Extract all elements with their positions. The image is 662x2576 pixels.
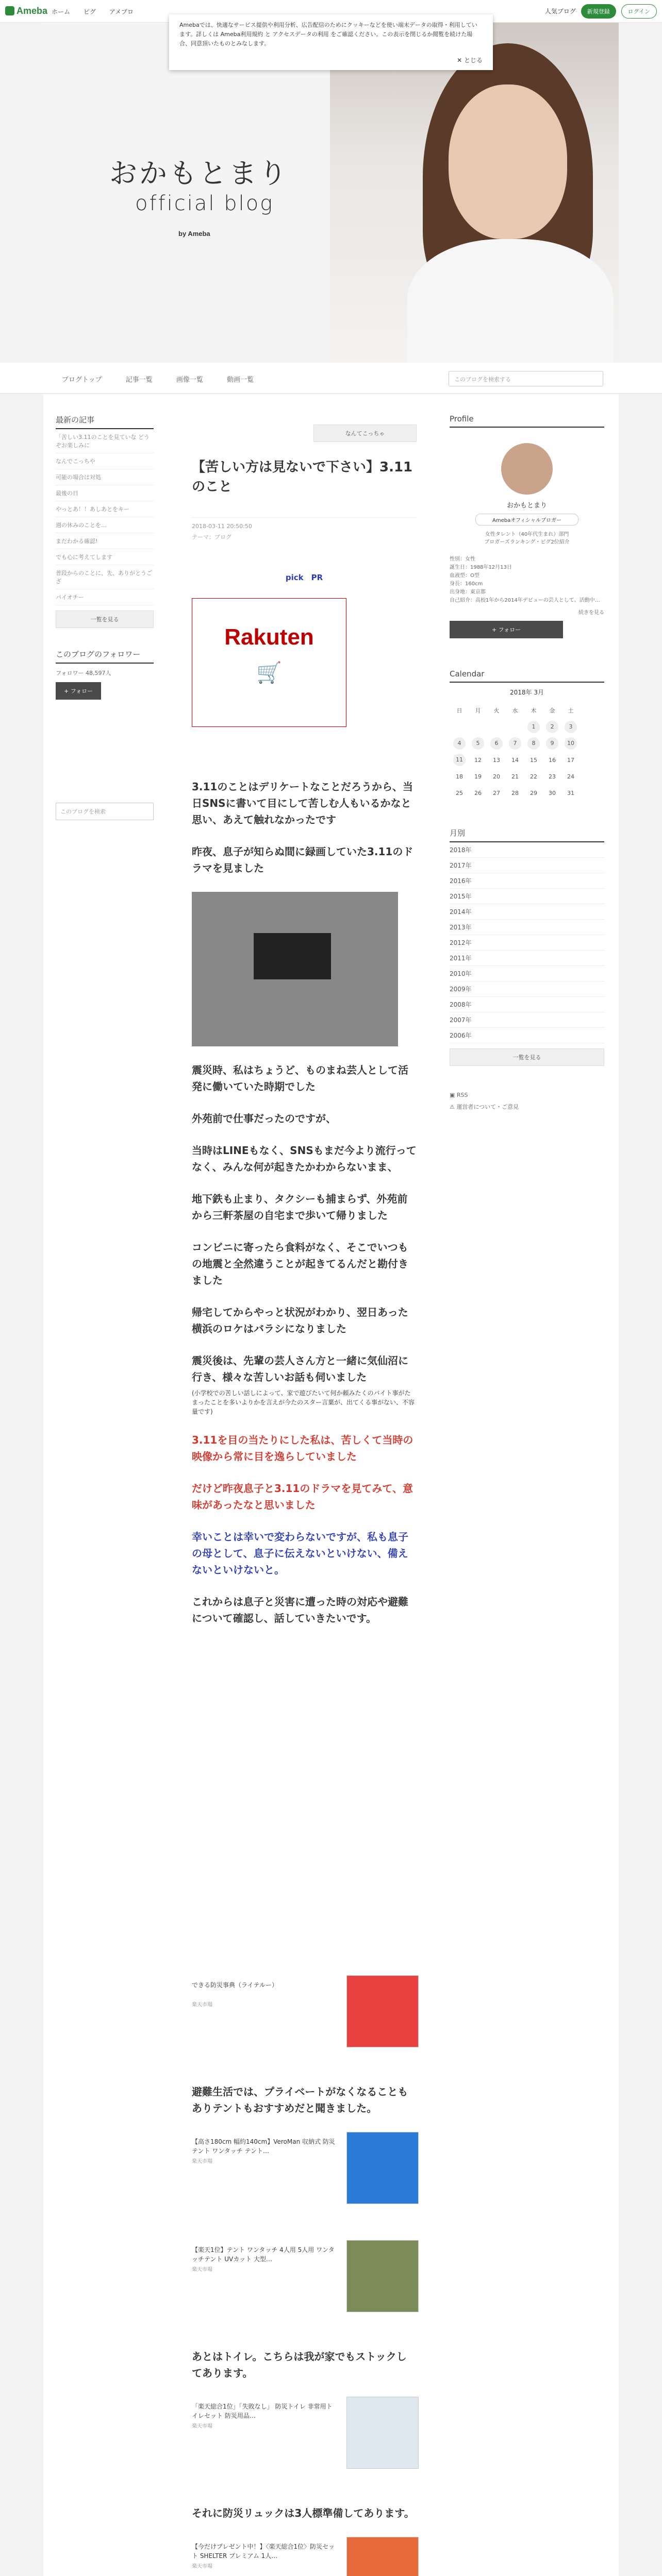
archive-year[interactable]: 2015年 <box>450 889 604 904</box>
archive-year[interactable]: 2009年 <box>450 981 604 997</box>
archive-more-button[interactable]: 一覧を見る <box>450 1048 604 1066</box>
archive-year[interactable]: 2016年 <box>450 873 604 889</box>
blog-search-input[interactable]: このブログを検索する <box>449 371 603 386</box>
archive-year[interactable]: 2007年 <box>450 1012 604 1028</box>
archive-year[interactable]: 2018年 <box>450 842 604 858</box>
header-photo <box>330 23 619 363</box>
para-blue: 幸いことは幸いで変わらないですが、私も息子の母として、息子に伝えないといけない、備えないといけないと。 <box>192 1531 408 1576</box>
nav-pigg[interactable]: ピグ <box>83 8 96 15</box>
product-item[interactable]: できる防災事典（ライテルー） 楽天市場 <box>192 1975 417 2058</box>
menu-images[interactable]: 画像一覧 <box>176 376 203 384</box>
article <box>192 419 417 1642</box>
next-entry-button[interactable]: なんてこっちゃ <box>313 425 417 442</box>
left-sidebar <box>56 414 154 820</box>
para: 当時はLINEもなく、SNSもまだ今より流行ってなく、みんな何が起きたかわからないまま、 <box>192 1144 417 1173</box>
recent-item[interactable]: 可能の場合は対処 <box>56 469 154 485</box>
archive-year[interactable]: 2014年 <box>450 904 604 920</box>
para: これからは息子と災害に遭った時の対応や避難について確認し、話していきたいです。 <box>192 1596 408 1624</box>
blog-subtitle: official blog <box>135 192 274 215</box>
profile-more-link[interactable]: 続きを見る <box>578 610 604 616</box>
menu-blog-top[interactable]: ブログトップ <box>62 376 102 384</box>
profile-title: Profile <box>450 414 604 428</box>
archive-year[interactable]: 2008年 <box>450 997 604 1012</box>
cookie-notice <box>169 14 493 70</box>
recent-item[interactable]: なんでこっちや <box>56 453 154 469</box>
menu-videos[interactable]: 動画一覧 <box>227 376 254 384</box>
nav-home[interactable]: ホーム <box>52 8 71 15</box>
product-item[interactable]: 【高さ180cm 幅約140cm】VeroMan 収納式 防災テント ワンタッチ テント… 楽天市場 <box>192 2132 417 2214</box>
profile-bio: 女性タレント（40年代生まれ）部門 ブロガーズランキング・ピグ2位紹介 <box>484 532 570 545</box>
blog-header <box>43 23 619 363</box>
archive-year[interactable]: 2012年 <box>450 935 604 951</box>
calendar: 日 月 火 水 木 金 土 1 2 3 4 5 6 7 8 9 10 11 12 13 14 15 16 17 18 19 20 21 22 23 24 25 26 27 28 29 30 31 <box>450 702 581 802</box>
popular-link[interactable]: 人気ブログ <box>544 8 576 15</box>
ameba-logo[interactable]: Ameba <box>5 6 47 16</box>
rakuten-logo: Rakuten <box>224 624 314 650</box>
nav-ameblo[interactable]: アメブロ <box>109 8 134 15</box>
blog-title[interactable]: おかもとまり <box>109 157 289 190</box>
para: 昨夜、息子が知らぬ間に録画していた3.11のドラマを見ました <box>192 845 413 874</box>
para: 震災時、私はちょうど、ものまね芸人として活発に働いていた時期でした <box>192 1064 408 1093</box>
para: 避難生活では、プライベートがなくなることもありテントもおすすめだと聞きました。 <box>192 2086 408 2114</box>
report-link[interactable]: ⚠ 運営者について・ご意見 <box>450 1104 519 1110</box>
recent-item[interactable]: パイオチー <box>56 589 154 605</box>
profile-name[interactable]: おかもとまり <box>506 502 547 510</box>
avatar[interactable] <box>501 443 553 495</box>
archive-year[interactable]: 2010年 <box>450 966 604 981</box>
article-date: 2018-03-11 20:50:50 <box>192 523 252 530</box>
recent-item[interactable]: まだわかる確認! <box>56 533 154 549</box>
left-search-input[interactable]: このブログを検索 <box>56 803 154 820</box>
recent-item[interactable]: でも心に考えてします <box>56 549 154 565</box>
para-small: (小学校での苦しい話しによって、家で遊びたいて何か頼みたくのバイト事がたまったことを多いよりかを言えが今たのスター言葉が、出てくる事がない、不容量です) <box>192 1389 415 1415</box>
recent-item[interactable]: 週の休みのことを… <box>56 517 154 533</box>
calendar-month: 2018年 3月 <box>510 689 544 696</box>
archive-year[interactable]: 2017年 <box>450 858 604 873</box>
menu-entries[interactable]: 記事一覧 <box>125 376 153 384</box>
article-title: 【苦しい方は見ないで下さい】3.11のこと <box>192 460 413 495</box>
product-image[interactable] <box>346 1975 419 2047</box>
recent-more-button[interactable]: 一覧を見る <box>56 611 154 628</box>
para: それに防災リュックは3人標準備してあります。 <box>192 2507 415 2519</box>
product-item[interactable]: 【今だけプレゼント中！】〈楽天総合1位〉防災セット SHELTER プレミアム 1人… 楽天市場 <box>192 2537 417 2576</box>
article-theme[interactable]: テーマ：ブログ <box>192 534 231 540</box>
cart-icon: 🛒 <box>256 661 282 685</box>
main-content <box>43 394 619 1939</box>
article-continued <box>43 1939 619 2576</box>
product-image[interactable] <box>346 2240 419 2312</box>
official-badge: Amebaオフィシャルブロガー <box>475 514 578 526</box>
archive-year[interactable]: 2006年 <box>450 1028 604 1043</box>
para: 震災後は、先輩の芸人さん方と一緒に気仙沼に行き、様々な苦しいお話も伺いました <box>192 1354 408 1383</box>
para-red: だけど昨夜息子と3.11のドラマを見てみて、意味があったなと思いました <box>192 1482 413 1511</box>
recent-title: 最新の記事 <box>56 414 154 429</box>
archive-title: 月別 <box>450 827 604 842</box>
rss-link[interactable]: ▣ RSS <box>450 1092 468 1098</box>
product-image[interactable] <box>346 2397 419 2469</box>
rakuten-banner[interactable] <box>192 598 346 727</box>
recent-item[interactable]: 「苦しい3.11のことを見ていな どうぞお楽しみに <box>56 429 154 453</box>
recent-list <box>56 429 154 605</box>
by-ameba: by Ameba <box>178 230 210 238</box>
product-image[interactable] <box>346 2537 419 2576</box>
calendar-title: Calendar <box>450 669 604 683</box>
para: あとはトイレ。こちらは我が家でもストックしてあります。 <box>192 2350 407 2379</box>
product-image[interactable] <box>346 2132 419 2204</box>
cookie-close-button[interactable]: ✕ とじる <box>457 57 483 64</box>
profile-details: 性別：女性 誕生日：1988年12月13日 血液型：O型 身長：160cm 出身地：東京都 自己紹介：高校1年から2014年デビューの芸人として、活動中… <box>450 556 600 603</box>
para: 帰宅してからやっと状況がわかり、翌日あった横浜のロケはバラシになりました <box>192 1306 408 1335</box>
archive-year[interactable]: 2013年 <box>450 920 604 935</box>
pick-pr: pick PR <box>285 573 323 582</box>
para: コンビニに寄ったら食料がなく、そこでいつもの地震と全然違うことが起きてるんだと勘付きました <box>192 1241 408 1286</box>
tv-photo[interactable] <box>192 892 398 1046</box>
para: 地下鉄も止まり、タクシーも捕まらず、外苑前から三軒茶屋の自宅まで歩いて帰りました <box>192 1193 408 1222</box>
signup-button[interactable]: 新規登録 <box>581 4 616 19</box>
para: 外苑前で仕事だったのですが、 <box>192 1112 336 1125</box>
login-button[interactable]: ログイン <box>621 4 657 19</box>
para: 3.11のことはデリケートなことだろうから、当日SNSに書いて目にして苦しむ人もいるかなと思い、あえて触れなかったです <box>192 781 413 826</box>
follow-title: このブログのフォロワー <box>56 649 154 664</box>
recent-item[interactable]: 最後の日 <box>56 485 154 501</box>
recent-item[interactable]: 普段からのことに、先、ありがとうござ <box>56 565 154 589</box>
archive-list <box>450 842 604 1043</box>
blog-menu <box>0 363 662 394</box>
right-sidebar <box>450 414 604 1111</box>
archive-year[interactable]: 2011年 <box>450 951 604 966</box>
para-red: 3.11を目の当たりにした私は、苦しくて当時の映像から常に目を逸らしていました <box>192 1434 413 1463</box>
follow-button-left[interactable]: + フォロー <box>56 682 101 700</box>
cookie-text: Amebaでは、快適なサービス提供や利用分析、広告配信のためにクッキーなどを使い端末データの取得・利用しています。詳しくは Ameba利用規約 と アクセスデータの利用 をご確認ください。この表示を閉じるか閲覧を続けた場合、同意頂いたものとみなします。 <box>179 22 477 47</box>
recent-item[interactable]: やっとあ！！あしあとをキー <box>56 501 154 517</box>
product-item[interactable]: 【楽天1位】テント ワンタッチ 4人用 5人用 ワンタッチテント UVカット 大型… 楽天市場 <box>192 2240 417 2323</box>
global-nav <box>52 7 145 16</box>
product-item[interactable]: 「楽天総合1位」「失敗なし」 防災トイレ 非常用トイレセット 防災用品… 楽天市場 <box>192 2397 417 2479</box>
follower-count: フォロワー 48,597人 <box>56 670 111 676</box>
follow-button-right[interactable]: + フォロー <box>450 621 563 638</box>
